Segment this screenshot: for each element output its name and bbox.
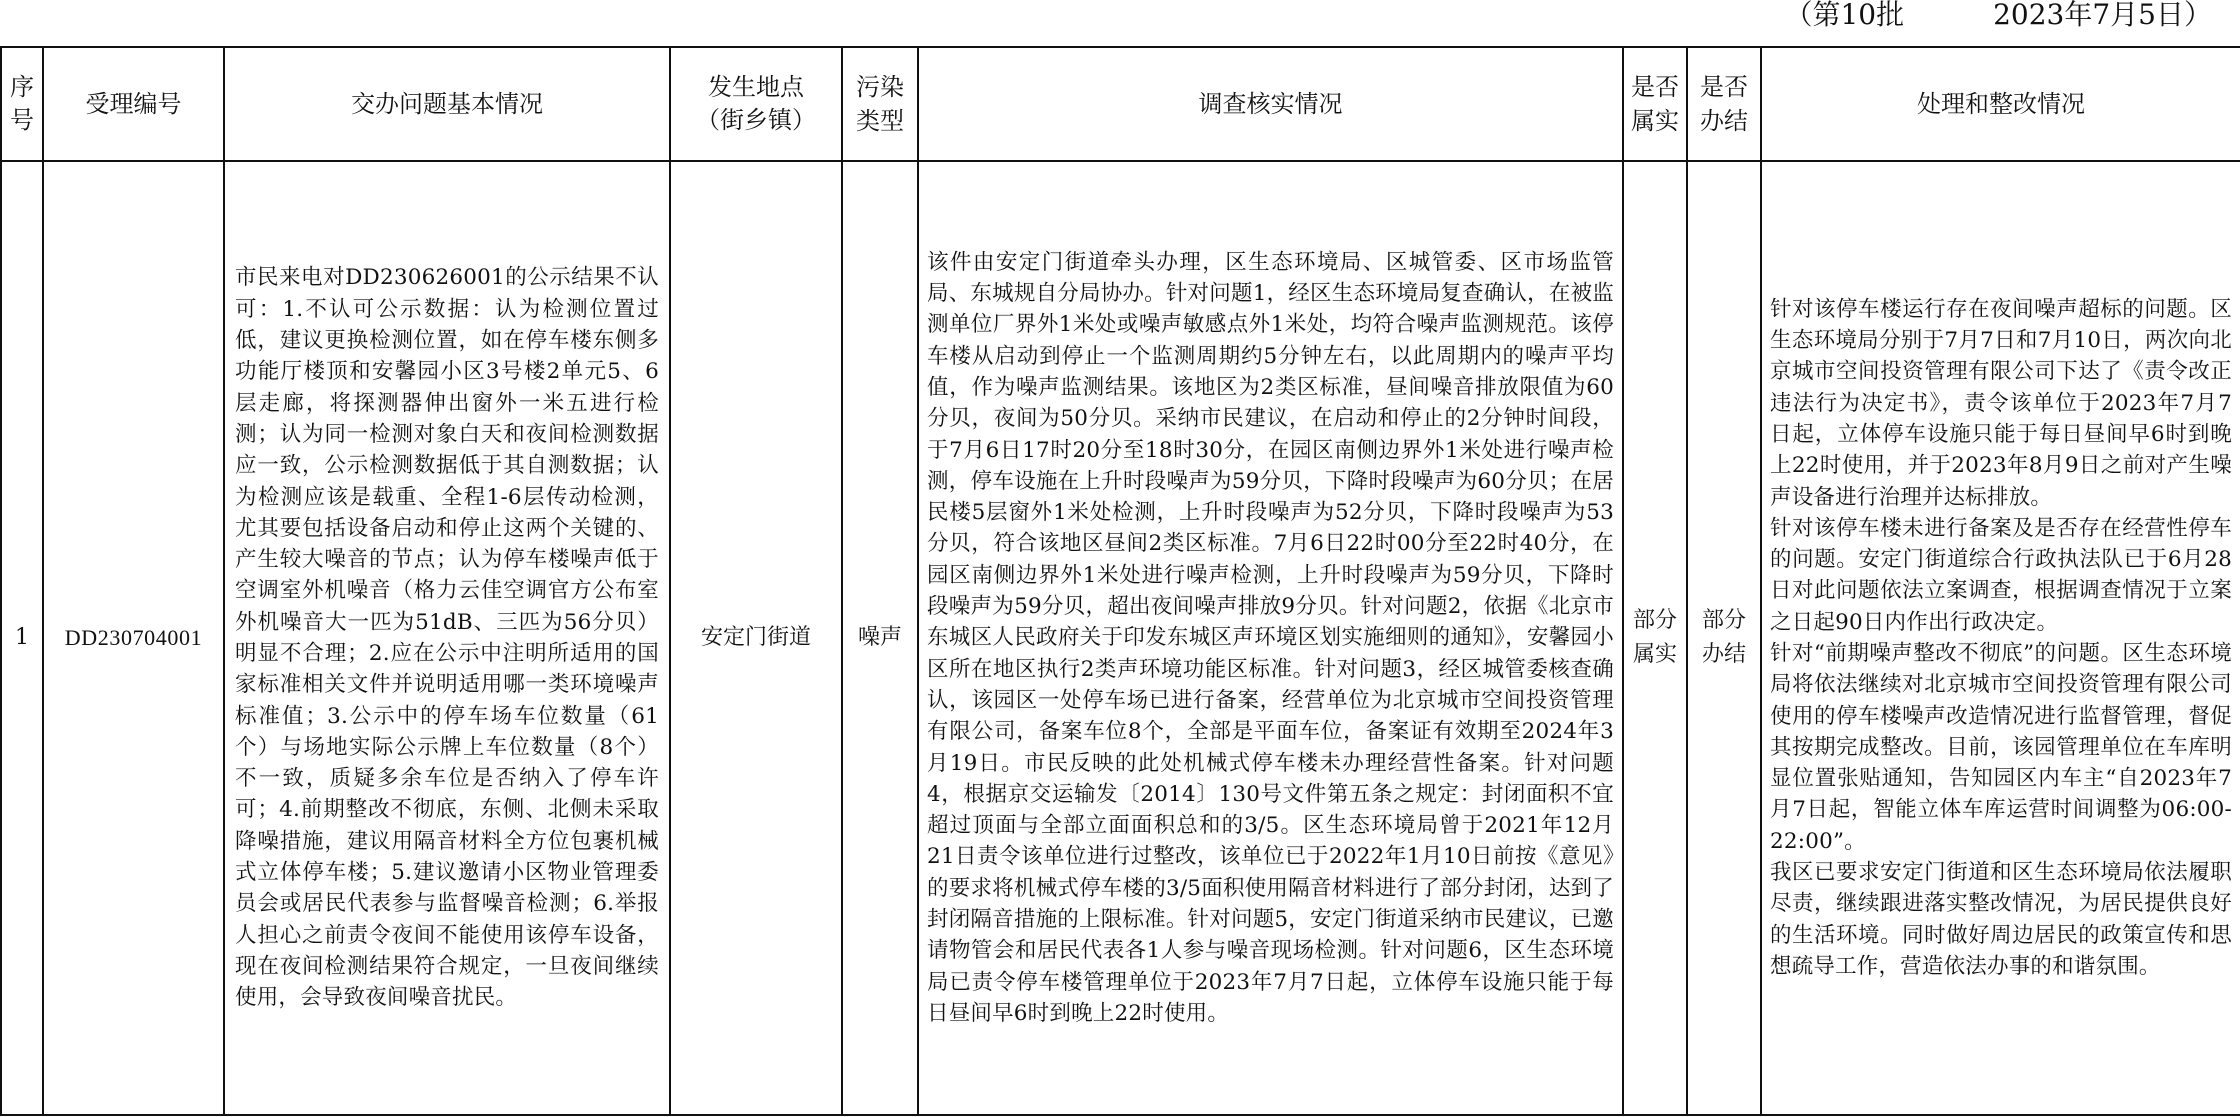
header-survey: 调查核实情况 bbox=[918, 47, 1623, 161]
handling-paragraph: 我区已要求安定门街道和区生态环境局依法履职尽责，继续跟进落实整改情况，为居民提供良好的生活环境。同时做好周边居民的政策宣传和思想疏导工作，营造依法办事的和谐氛围。 bbox=[1770, 860, 2232, 979]
header-problem: 交办问题基本情况 bbox=[224, 47, 670, 161]
row-seq: 1 bbox=[1, 161, 43, 1115]
row-closed: 部分办结 bbox=[1687, 161, 1761, 1115]
batch-label: （第10批 bbox=[1784, 0, 1905, 31]
row-location: 安定门街道 bbox=[670, 161, 842, 1115]
header-id: 受理编号 bbox=[43, 47, 224, 161]
table-row bbox=[1, 161, 2240, 1115]
handling-paragraph: 针对该停车楼运行存在夜间噪声超标的问题。区生态环境局分别于7月7日和7月10日，两次向北京城市空间投资管理有限公司下达了《责令改正违法行为决定书》，责令该单位于2023年7月7日起，立体停车设施只能于每日昼间早6时到晚上22时使用，并于2023年8月9日之前对产生噪声设备进行治理并达标排放。 bbox=[1770, 296, 2232, 510]
row-handling bbox=[1761, 161, 2240, 1115]
header-row bbox=[1, 47, 2240, 161]
header-verified: 是否属实 bbox=[1623, 47, 1687, 161]
batch-date: 2023年7月5日） bbox=[1993, 0, 2212, 31]
row-pollution: 噪声 bbox=[842, 161, 918, 1115]
survey-text: 该件由安定门街道牵头办理，区生态环境局、区城管委、区市场监管局、东城规自分局协办。针对问题1，经区生态环境局复查确认，在被监测单位厂界外1米处或噪声敏感点外1米处，均符合噪声监测规范。该停车楼从启动到停止一个监测周期约5分钟左右，以此周期内的噪声平均值，作为噪声监测结果。该地区为2类区标准，昼间噪音排放限值为60分贝，夜间为50分贝。采纳市民建议，在启动和停止的2分钟时间段，于7月6日17时20分至18时30分，在园区南侧边界外1米处进行噪声检测，停车设施在上升时段噪声为59分贝，下降时段噪声为60分贝；在居民楼5层窗外1米处检测，上升时段噪声为52分贝，下降时段噪声为53分贝，符合该地区昼间2类区标准。7月6日22时00分至22时40分，在园区南侧边界外1米处进行噪声检测，上升时段噪声为59分贝，下降时段噪声为59分贝，超出夜间噪声排放9分贝。针对问题2，依据《北京市东城区人民政府关于印发东城区声环境区划实施细则的通知》，安馨园小区所在地区执行2类声环境功能区标准。针对问题3，经区城管委核查确认，该园区一处停车场已进行备案，经营单位为北京城市空间投资管理有限公司，备案车位8个，全部是平面车位，备案证有效期至2024年3月19日。市民反映的此处机械式停车楼未办理经营性备案。针对问题4，根据京交运输发〔2014〕130号文件第五条之规定：封闭面积不宜超过顶面与全部立面面积总和的3/5。区生态环境局曾于2021年12月21日责令该单位进行过整改，该单位已于2022年1月10日前按《意见》的要求将机械式停车楼的3/5面积使用隔音材料进行了部分封闭，达到了封闭隔音措施的上限标准。针对问题5，安定门街道采纳市民建议，已邀请物管会和居民代表各1人参与噪音现场检测。针对问题6，区生态环境局已责令停车楼管理单位于2023年7月7日起，立体停车设施只能于每日昼间早6时到晚上22时使用。 bbox=[927, 249, 1614, 1026]
header-seq: 序号 bbox=[1, 47, 43, 161]
row-verified: 部分属实 bbox=[1623, 161, 1687, 1115]
header-location: 发生地点（街乡镇） bbox=[670, 47, 842, 161]
complaint-table bbox=[0, 46, 2240, 1116]
row-problem bbox=[224, 161, 670, 1115]
handling-paragraph: 针对“前期噪声整改不彻底”的问题。区生态环境局将依法继续对北京城市空间投资管理有限公司使用的停车楼噪声改造情况进行监督管理，督促其按期完成整改。目前，该园管理单位在车库明显位置张贴通知，告知园区内车主“自2023年7月7日起，智能立体车库运营时间调整为06:00-22:00”。 bbox=[1770, 641, 2232, 854]
problem-text: 市民来电对DD230626001的公示结果不认可：1.不认可公示数据：认为检测位置过低，建议更换检测位置，如在停车楼东侧多功能厅楼顶和安馨园小区3号楼2单元5、6层走廊，将探测器伸出窗外一米五进行检测；认为同一检测对象白天和夜间检测数据应一致，公示检测数据低于其自测数据；认为检测应该是载重、全程1-6层传动检测，尤其要包括设备启动和停止这两个关键的、产生较大噪音的节点；认为停车楼噪声低于空调室外机噪音（格力云佳空调官方公布室外机噪音大一匹为51dB、三匹为56分贝）明显不合理；2.应在公示中注明所适用的国家标准相关文件并说明适用哪一类环境噪声标准值；3.公示中的停车场车位数量（61个）与场地实际公示牌上车位数量（8个）不一致，质疑多余车位是否纳入了停车许可；4.前期整改不彻底，东侧、北侧未采取降噪措施，建议用隔音材料全方位包裹机械式立体停车楼；5.建议邀请小区物业管理委员会或居民代表参与监督噪音检测；6.举报人担心之前责令夜间不能使用该停车设备，现在夜间检测结果符合规定，一旦夜间继续使用，会导致夜间噪音扰民。 bbox=[235, 265, 659, 1011]
header-handling: 处理和整改情况 bbox=[1761, 47, 2240, 161]
handling-paragraph: 针对该停车楼未进行备案及是否存在经营性停车的问题。安定门街道综合行政执法队已于6月28日对此问题依法立案调查，根据调查情况于立案之日起90日内作出行政决定。 bbox=[1770, 515, 2232, 635]
header-pollution: 污染类型 bbox=[842, 47, 918, 161]
row-survey bbox=[918, 161, 1623, 1115]
header-closed: 是否办结 bbox=[1687, 47, 1761, 161]
row-id: DD230704001 bbox=[43, 161, 224, 1115]
batch-date-line bbox=[1784, 0, 2212, 34]
